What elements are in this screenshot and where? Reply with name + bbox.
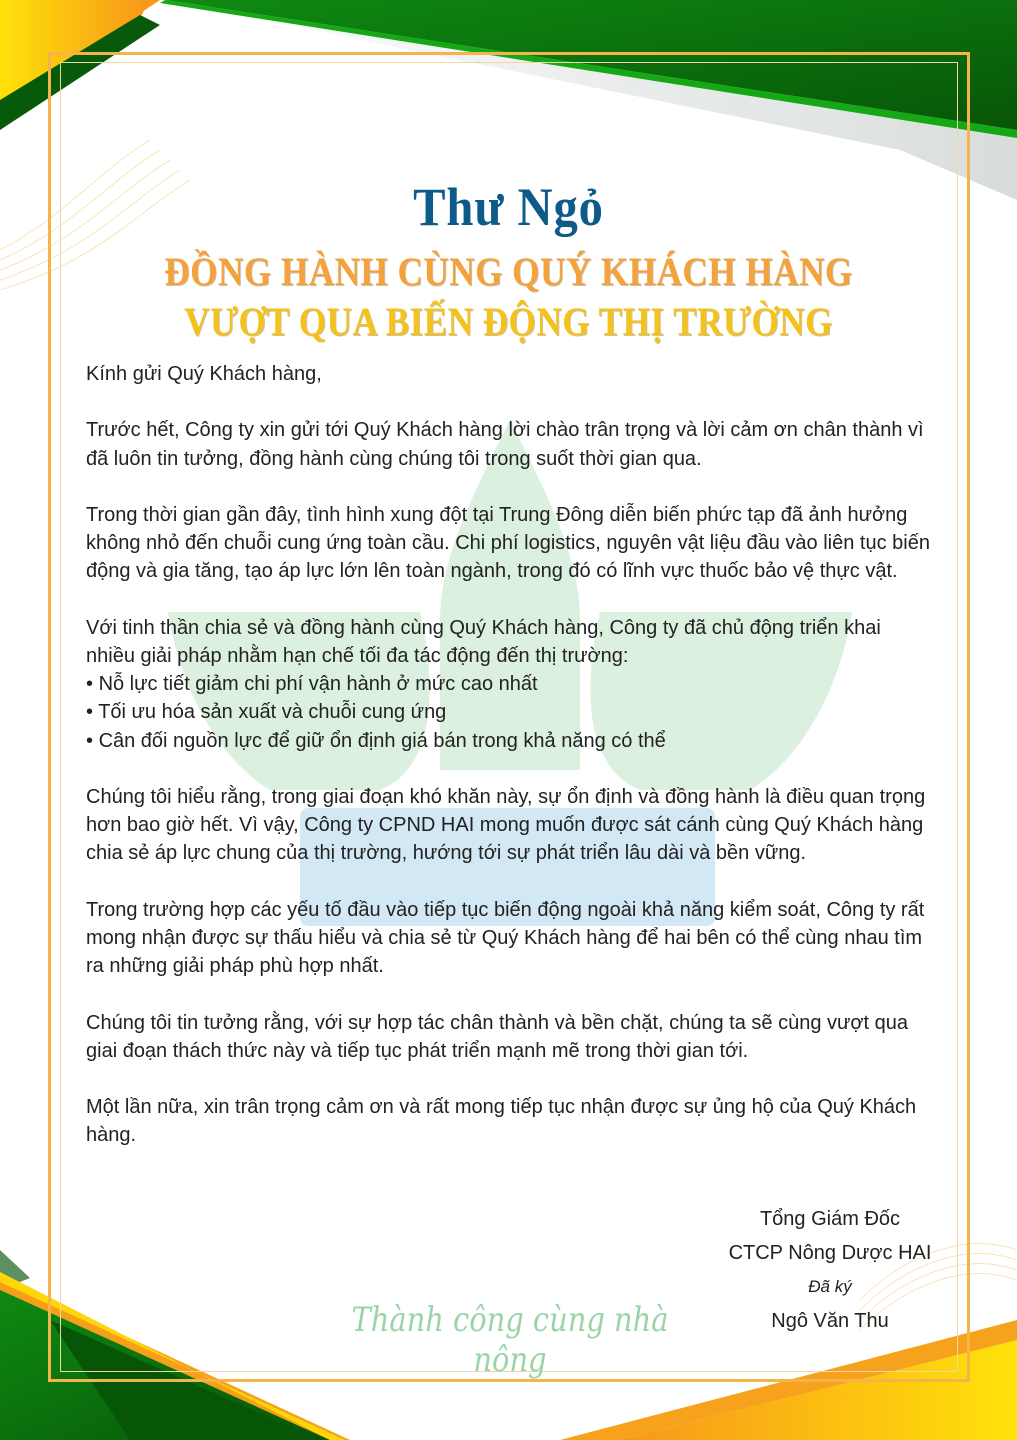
list-item: • Nỗ lực tiết giảm chi phí vận hành ở mức cao nhất [86, 670, 932, 698]
headline-line-1: ĐỒNG HÀNH CÙNG QUÝ KHÁCH HÀNG [164, 249, 853, 294]
signer-name: Ngô Văn Thu [771, 1310, 889, 1332]
list-item: • Cân đối nguồn lực để giữ ổn định giá bán trong khả năng có thể [86, 727, 932, 755]
paragraph: Trong thời gian gần đây, tình hình xung đột tại Trung Đông diễn biến phức tạp đã ảnh hưởng không nhỏ đến chuỗi cung ứng toàn cầu. Chi phí logistics, nguyên vật liệu đầu vào liên tục biến động và gia tăng, tạo áp lực lớn lên toàn ngành, trong đó có lĩnh vực thuốc bảo vệ thực vật. [86, 503, 930, 583]
paragraph: Trong trường hợp các yếu tố đầu vào tiếp tục biến động ngoài khả năng kiểm soát, Công ty rất mong nhận được sự thấu hiểu và chia sẻ từ Quý Khách hàng để hai bên có thể cùng nhau tìm ra những giải pháp phù hợp nhất. [86, 898, 925, 978]
signer-position: Tổng Giám Đốc [759, 1208, 901, 1230]
solutions-list [86, 670, 932, 755]
signature-block [700, 1204, 960, 1340]
list-item: • Tối ưu hóa sản xuất và chuỗi cung ứng [86, 698, 932, 726]
paragraph: Trước hết, Công ty xin gửi tới Quý Khách hàng lời chào trân trọng và lời cảm ơn chân thành vì đã luôn tin tưởng, đồng hành cùng chúng tôi trong suốt thời gian qua. [86, 419, 924, 470]
paragraph: Với tinh thần chia sẻ và đồng hành cùng Quý Khách hàng, Công ty đã chủ động triển khai nhiều giải pháp nhằm hạn chế tối đa tác động đến thị trường: [86, 616, 881, 667]
salutation: Kính gửi Quý Khách hàng, [86, 363, 322, 385]
signed-note: Đã ký [808, 1277, 852, 1296]
signer-company: CTCP Nông Dược HAI [728, 1242, 932, 1264]
letter-body [86, 360, 932, 1178]
paragraph: Chúng tôi hiểu rằng, trong giai đoạn khó khăn này, sự ổn định và đồng hành là điều quan trọng hơn bao giờ hết. Vì vậy, Công ty CPND HAI mong muốn được sát cánh cùng Quý Khách hàng chia sẻ áp lực chung của thị trường, hướng tới sự phát triển lâu dài và bền vững. [86, 785, 926, 865]
letter-title: Thư Ngỏ [413, 177, 604, 237]
company-slogan: Thành công cùng nhà nông [351, 1300, 669, 1380]
paragraph: Một lần nữa, xin trân trọng cảm ơn và rất mong tiếp tục nhận được sự ủng hộ của Quý Khách hàng. [86, 1096, 917, 1147]
headline-line-2: VƯỢT QUA BIẾN ĐỘNG THỊ TRƯỜNG [184, 299, 833, 344]
paragraph: Chúng tôi tin tưởng rằng, với sự hợp tác chân thành và bền chặt, chúng ta sẽ cùng vượt qua giai đoạn thách thức này và tiếp tục phát triển mạnh mẽ trong thời gian tới. [86, 1011, 909, 1062]
